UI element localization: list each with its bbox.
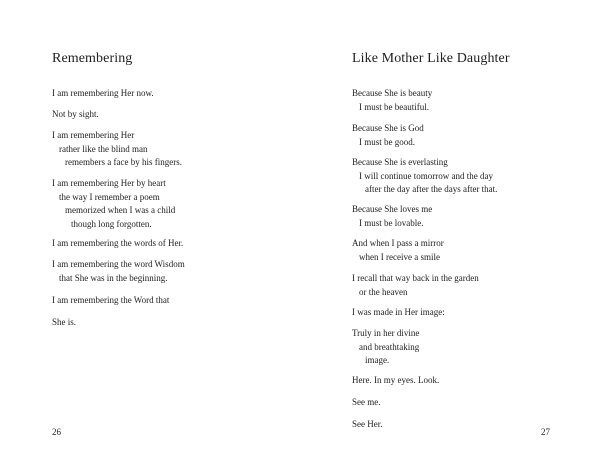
- poem-line: She is.: [52, 317, 77, 327]
- poem-line: And when I pass a mirror: [352, 238, 444, 248]
- poem-line: I recall that way back in the garden: [352, 273, 479, 283]
- poem-line: Because She loves me: [352, 204, 433, 214]
- poem-line: remembers a face by his fingers.: [65, 157, 182, 167]
- poem-title: Like Mother Like Daughter: [352, 51, 510, 66]
- stanza: [352, 272, 479, 299]
- poem-line: I will continue tomorrow and the day: [359, 170, 493, 181]
- poem-line: Because She is beauty: [352, 88, 433, 98]
- stanza: [352, 122, 424, 149]
- stanza: [352, 156, 497, 197]
- stanza: [52, 177, 175, 231]
- poem-line: image.: [365, 355, 390, 365]
- stanza: [352, 327, 419, 368]
- poem-line: I must be good.: [359, 136, 415, 147]
- poem-line: I am remembering Her now.: [52, 88, 154, 98]
- poem-line: memorized when I was a child: [65, 205, 176, 215]
- poem-line: I must be lovable.: [359, 217, 424, 228]
- poem-line: rather like the blind man: [59, 143, 148, 154]
- stanza: [352, 306, 445, 320]
- poem-line: Not by sight.: [52, 109, 99, 119]
- poem-line: See Her.: [352, 419, 383, 429]
- stanza: [52, 108, 99, 122]
- poem-line: See me.: [352, 397, 381, 407]
- poem-line: I am remembering the words of Her.: [52, 238, 184, 248]
- stanza: [352, 203, 432, 230]
- poem-line: when I receive a smile: [359, 251, 440, 262]
- poem-line: I must be beautiful.: [359, 101, 429, 112]
- poem-line: after the day after the days after that.: [365, 184, 498, 194]
- stanza: [52, 294, 169, 308]
- stanza: [352, 418, 383, 432]
- poem-line: Here. In my eyes. Look.: [352, 375, 440, 385]
- stanza: [52, 258, 185, 285]
- poem-line: or the heaven: [359, 286, 408, 297]
- stanza: [52, 316, 76, 330]
- stanza: [352, 396, 381, 410]
- stanza: [52, 129, 182, 170]
- poem-line: the way I remember a poem: [59, 191, 160, 202]
- poem-line: and breathtaking: [359, 341, 420, 352]
- stanza: [352, 87, 432, 114]
- poem-line: that She was in the beginning.: [59, 272, 168, 283]
- poem-line: I am remembering the word Wisdom: [52, 259, 185, 269]
- poem-line: Truly in her divine: [352, 328, 420, 338]
- poem-line: I am remembering Her by heart: [52, 178, 166, 188]
- poem-line: I am remembering the Word that: [52, 295, 170, 305]
- poem-line: I am remembering Her: [52, 130, 135, 140]
- poem-line: I was made in Her image:: [352, 307, 445, 317]
- stanza: [52, 87, 154, 101]
- poem-line: though long forgotten.: [71, 218, 152, 229]
- right-page: [300, 0, 600, 465]
- stanza: [52, 237, 183, 251]
- stanza: [352, 237, 444, 264]
- poem-line: Because She is God: [352, 123, 424, 133]
- stanza: [352, 374, 439, 388]
- poem-title: Remembering: [52, 51, 133, 66]
- poem-line: Because She is everlasting: [352, 157, 448, 167]
- page-number: 27: [541, 427, 550, 437]
- page-number: 26: [52, 427, 61, 437]
